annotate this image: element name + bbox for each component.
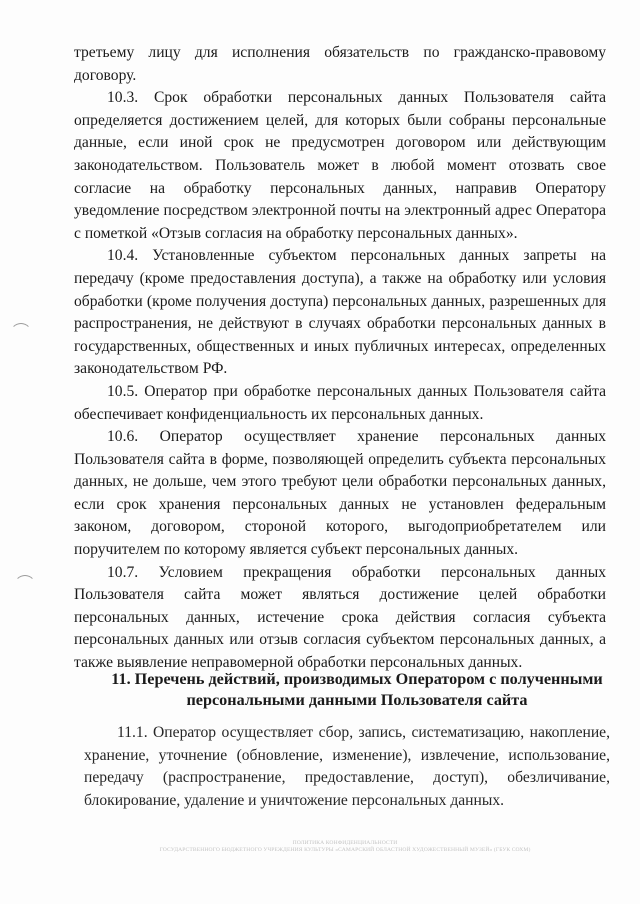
page-footer bbox=[130, 840, 560, 854]
paragraph-10-6: 10.6. Оператор осуществляет хранение персональных данных Пользователя сайта в форме, позволяющей определить субъекта персональных данных, не дольше, чем этого требуют цели обработки персональных данных, если срок хранения персональных данных не установлен федеральным законом, договором, стороной которого, выгодоприобретателем или поручителем по которому является субъект персональных данных. bbox=[74, 428, 606, 559]
footer-organization: ГОСУДАРСТВЕННОГО БЮДЖЕТНОГО УЧРЕЖДЕНИЯ КУЛЬТУРЫ «САМАРСКИЙ ОБЛАСТНОЙ ХУДОЖЕСТВЕННЫЙ МУЗЕЙ» (ГБУК СОХМ) bbox=[159, 847, 531, 853]
section-10-body bbox=[74, 42, 606, 675]
section-11-heading bbox=[74, 669, 640, 711]
punch-hole-mark bbox=[10, 323, 32, 345]
punch-hole-mark bbox=[14, 575, 36, 597]
section-11-heading-line-2: персональными данными Пользователя сайта bbox=[186, 691, 528, 709]
paragraph-10-7: 10.7. Условием прекращения обработки персональных данных Пользователя сайта может являться достижение целей обработки персональных данных, истечение срока действия согласия субъекта персональных данных или отзыв согласия субъектом персональных данных, а также выявление неправомерной обработки персональных данных. bbox=[74, 563, 606, 672]
paragraph-10-3: 10.3. Срок обработки персональных данных Пользователя сайта определяется достижением целей, для которых были собраны персональные данные, если иной срок не предусмотрен договором или действующим законодательством. Пользователь может в любой момент отозвать свое согласие на обработку персональных данных, направив Оператору уведомление посредством электронной почты на электронный адрес Оператора с пометкой «Отзыв согласия на обработку персональных данных». bbox=[74, 89, 606, 242]
paragraph-10-5: 10.5. Оператор при обработке персональных данных Пользователя сайта обеспечивает конфиденциальность их персональных данных. bbox=[74, 382, 606, 423]
section-11-heading-line-1: 11. Перечень действий, производимых Оператором с полученными bbox=[111, 670, 603, 688]
paragraph-10-2-continuation: третьему лицу для исполнения обязательств по гражданско-правовому договору. bbox=[74, 44, 606, 84]
section-11-body bbox=[84, 722, 610, 812]
paragraph-11-1: 11.1. Оператор осуществляет сбор, запись, систематизацию, накопление, хранение, уточнение (обновление, изменение), извлечение, использование, передачу (распространение, предоставление, доступ), обезличивание, блокирование, удаление и уничтожение персональных данных. bbox=[84, 724, 610, 809]
paragraph-10-4: 10.4. Установленные субъектом персональных данных запреты на передачу (кроме предоставления доступа), а также на обработку или условия обработки (кроме получения доступа) персональных данных, разрешенных для распространения, не действуют в случаях обработки персональных данных в государственных, общественных и иных публичных интересах, определенных законодательством РФ. bbox=[74, 247, 606, 378]
footer-title: ПОЛИТИКА КОНФИДЕНЦИАЛЬНОСТИ bbox=[292, 840, 398, 846]
